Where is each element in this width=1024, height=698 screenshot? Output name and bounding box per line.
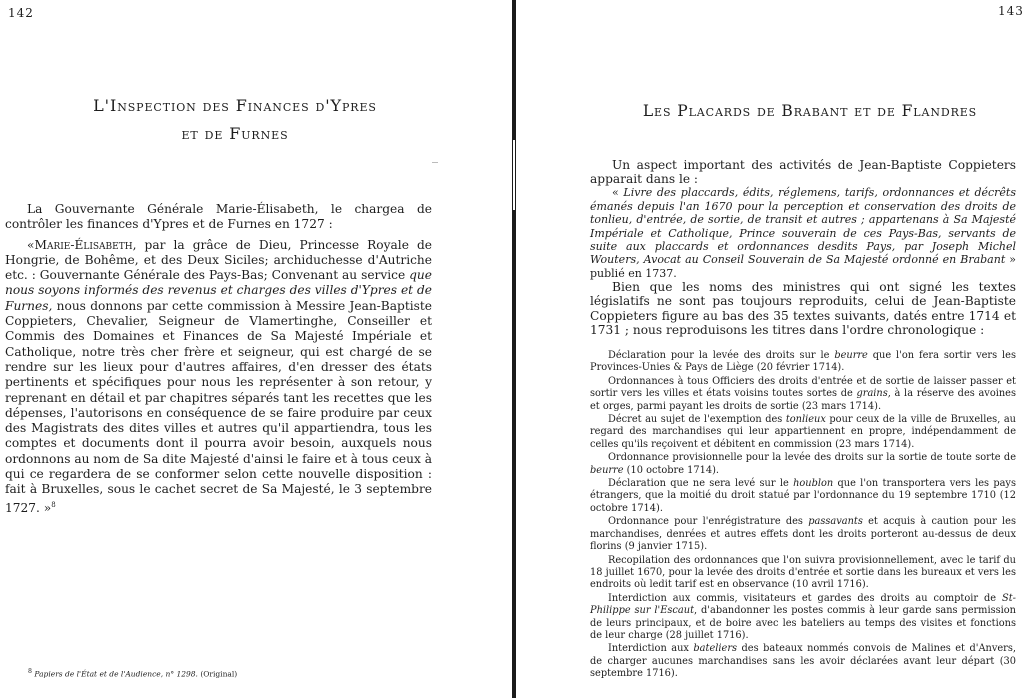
commission-quote	[5, 238, 432, 516]
entry-text: Ordonnance pour l'enrégistrature des	[608, 516, 809, 528]
entry-text: Interdiction aux	[608, 643, 694, 655]
entry-text-end: pour ceux de la ville de Bruxelles, au regard des marchandises qui leur appartiennent en propre, indépendamment de celles qu'ils reçoivent et débitent en commission (23 mars 1714).	[590, 414, 1016, 450]
intro-paragraph: La Gouvernante Générale Marie-Élisabeth, le chargea de contrôler les finances d'Ypres et de Furnes en 1727 :	[5, 202, 432, 232]
quote-part2: nous donnons par cette commission à Messire Jean-Baptiste Coppieters, Chevalier, Seigneur de Vlamertinghe, Conseiller et Commis des Domaines et Finances de Sa Majesté Impériale et Catholique, notre très cher frère et seigneur, qui est chargé de se rendre sur les lieux pour d'autres affaires, d'en dresser des états pertinents et spécifiques pour nous les représenter à son retour, y reprenant en détail et par chapitres séparés tant les recettes que les dépenses, l'autorisons en conséquence de se faire produire par ceux des Magistrats des dites villes et autres qu'il appartiendra, tous les comptes et documents dont il pourra avoir besoin, auxquels nous ordonnons au nom de Sa dite Majesté d'ainsi le faire et à tous ceux à qui ce regardera de se conformer selon cette nouvelle disposition : fait à Bruxelles, sous le cachet secret de Sa Majesté, le 3 septembre 1727. »	[5, 298, 432, 515]
entry-text: Décret au sujet de l'exemption des	[608, 414, 786, 426]
entry-italic: grains	[856, 388, 888, 400]
chapter-title-right: Les Placards de Brabant et de Flandres	[642, 102, 978, 120]
entry-text: Interdiction aux commis, visitateurs et gardes des droits au comptoir de	[608, 592, 1003, 604]
ordinance-entry	[590, 452, 1016, 477]
citation	[590, 186, 1016, 280]
ordinance-entry	[590, 555, 1016, 592]
quote-name: Marie-Élisabeth	[34, 237, 133, 252]
entry-italic: beurre	[590, 464, 624, 476]
spine-highlight	[513, 140, 515, 210]
right-page	[518, 0, 1024, 698]
entry-italic: St-Philippe sur l'Escaut	[590, 592, 1016, 617]
chapter-title-left	[40, 92, 430, 148]
entry-italic: bateliers	[693, 643, 738, 655]
ordinance-entry	[590, 643, 1016, 680]
footnote-source: Papiers de l'État et de l'Audience, n° 1298.	[34, 669, 198, 679]
entry-text: Déclaration que ne sera levé sur le	[608, 478, 794, 490]
quote-part1: , par la grâce de Dieu, Princesse Royale de Hongrie, de Bohême, et des Deux Siciles; archiduchesse d'Autriche etc. : Gouvernante Générale des Pays-Bas; Convenant au service	[5, 237, 432, 283]
ordinance-entry	[590, 350, 1016, 375]
entry-text-end: et acquis à caution pour les marchandises, denrées et autres effets dont les droits porteront au-dessus de deux florins (9 janvier 1715).	[590, 516, 1016, 553]
quote-open: «	[27, 237, 35, 252]
entry-text: Ordonnance provisionnelle pour la levée des droits sur la sortie de toute sorte de	[608, 452, 1016, 464]
right-intro: Un aspect important des activités de Jean-Baptiste Coppieters apparait dans le :	[590, 158, 1016, 187]
ordinance-entry	[590, 376, 1016, 413]
footnote-reference: 8	[51, 500, 56, 509]
entry-text-end: , à la réserve des avoines et orges, parmi payant les droits de sortie (23 mars 1714).	[590, 388, 1016, 412]
left-page	[0, 0, 510, 698]
book-spine	[512, 0, 516, 698]
ordinance-entry	[590, 593, 1016, 643]
chapter-title-line1: L'Inspection des Finances d'Ypres	[93, 96, 377, 115]
citation-title: Livre des placcards, édits, réglemens, tarifs, ordonnances et décrêts émanés depuis l'an 1670 pour la perception et conservation des droits de tonlieu, d'entrée, de sortie, de transit et autres ; appartenans à Sa Majesté Impériale et Catholique, Prince souverain de ces Pays-Bas, servants de suite aux placcards et ordonnances desdits Pays, par Joseph Michel Wouters, Avocat au Conseil Souverain de Sa Majesté ordonné en Brabant	[590, 186, 1016, 267]
footnote-marker: 8	[28, 668, 32, 675]
entry-text-end: que l'on transportera vers les pays étrangers, que la moitié du droit statué par l'ordonnance du 19 septembre 1710 (12 octobre 1714).	[590, 478, 1016, 514]
page-number-left: 142	[8, 6, 34, 20]
entry-text: Ordonnances à tous Officiers des droits d'entrée et de sortie de laisser passer et sortir vers les villes et états voisins toutes sortes de	[590, 375, 1016, 400]
entry-text-end: des bateaux nommés convois de Malines et d'Anvers, de charger aucunes marchandises sans les avoir déclarées avant leur départ (30 septembre 1716).	[590, 643, 1016, 680]
entry-italic: tonlieux	[785, 414, 826, 426]
chapter-title-line2: et de Furnes	[181, 124, 289, 143]
footnote-rest: (Original)	[197, 669, 238, 679]
entry-text-end: (10 octobre 1714).	[623, 464, 720, 476]
ordinance-list	[590, 350, 1016, 682]
right-paragraph-2: Bien que les noms des ministres qui ont signé les textes législatifs ne sont pas toujours reproduits, celui de Jean-Baptiste Coppieters figure au bas des 35 textes suivants, datés entre 1714 et 1731 ; nous reproduisons les titres dans l'ordre chronologique :	[590, 280, 1016, 337]
page-mark	[432, 162, 438, 163]
ordinance-entry	[590, 516, 1016, 553]
ordinance-entry	[590, 478, 1016, 515]
entry-text: Déclaration pour la levée des droits sur le	[608, 350, 835, 361]
entry-text-end: que l'on fera sortir vers les Provinces-Unies & Pays de Liège (20 février 1714).	[590, 350, 1016, 374]
left-body	[5, 202, 432, 516]
ordinance-entry	[590, 414, 1016, 451]
citation-open: «	[612, 186, 624, 200]
right-body	[590, 158, 1016, 337]
quote-italic: que nous soyons informés des revenus et charges des villes d'Ypres et de Furnes,	[5, 268, 432, 313]
entry-text-end: , d'abandonner les postes commis à leur garde sans permission de leurs principaux, et de boire avec les bateliers au temps des visites et fonctions de leur charge (28 juillet 1716).	[590, 605, 1016, 641]
entry-italic: houblon	[793, 478, 834, 490]
footnote	[28, 668, 237, 679]
citation-close: » publié en 1737.	[590, 253, 1016, 280]
page-number-right: 143	[998, 4, 1024, 18]
entry-italic: passavants	[808, 516, 863, 528]
entry-italic: beurre	[834, 350, 868, 361]
entry-text: Recopilation des ordonnances que l'on suivra provisionnellement, avec le tarif du 18 juillet 1670, pour la levée des droits d'entrée et sortie dans les bureaux et vers les endroits où ledit tarif est en observance (10 avril 1716).	[590, 554, 1016, 591]
